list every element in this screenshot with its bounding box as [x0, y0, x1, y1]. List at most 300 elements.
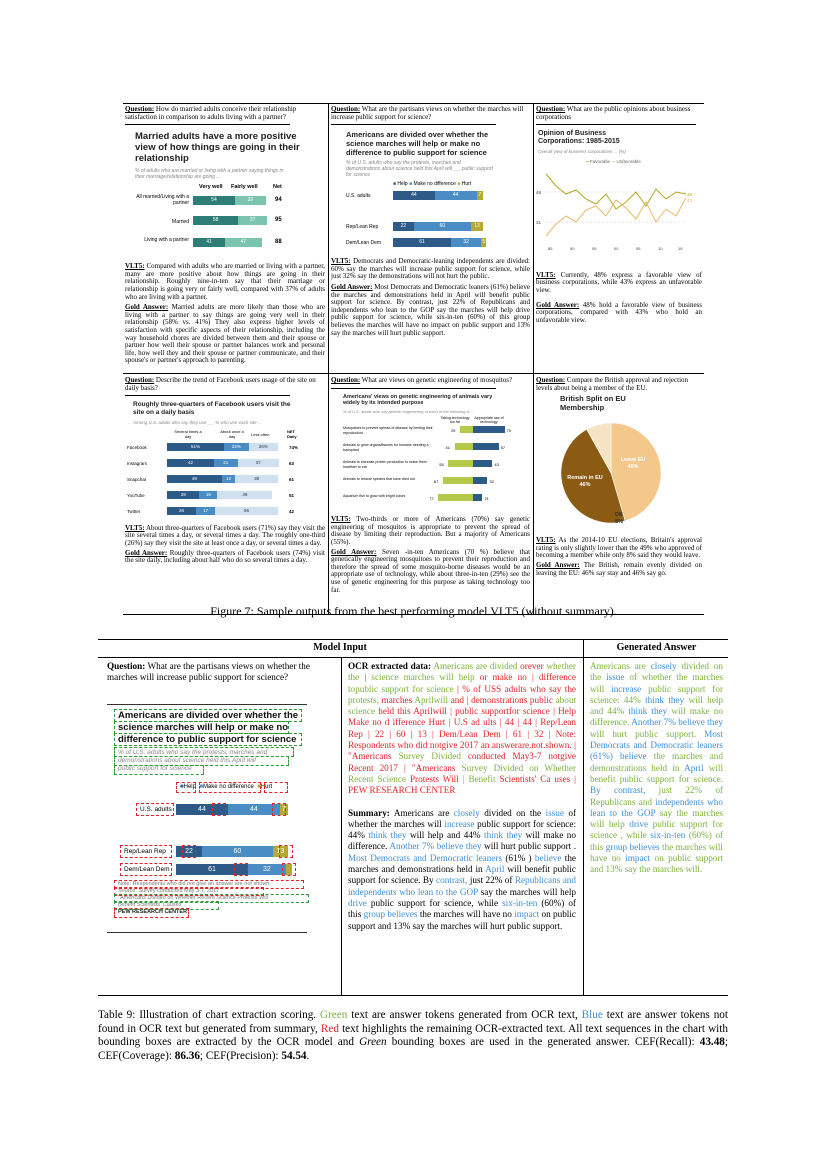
chart-title: British Split on EU Membership: [560, 394, 626, 412]
bar-no-difference: 60: [202, 846, 273, 857]
token-green: protests,: [348, 694, 382, 705]
token-blue: group believes: [605, 841, 663, 852]
table9-generated-answer: [590, 661, 723, 876]
legend: ■ Help ■ Make no difference ■ Hurt: [393, 181, 472, 188]
net-value: 88: [275, 239, 282, 246]
x-tick: 05: [636, 245, 641, 251]
col-header: Net: [273, 184, 282, 191]
token-green: whether the: [348, 661, 576, 683]
mini-sub-line: % of U.S. adults who say the protests, marches and: [118, 749, 268, 756]
vlt5-answer: [331, 258, 530, 281]
col-header: NET Daily: [287, 428, 297, 439]
vlt5-label: VLT5:: [125, 523, 145, 532]
fig7-cell-facebook: [125, 377, 325, 611]
chart-subtitle: Overall view of business corporations ... (%): [538, 149, 626, 155]
net-value: 61: [289, 476, 295, 482]
gold-answer: [125, 550, 325, 565]
row-label: Facebook: [127, 444, 147, 450]
row-label: Rep/Lean Rep: [346, 224, 379, 231]
token-red: or make no | difference: [479, 672, 576, 683]
token-plain: of whether the marches will: [348, 807, 576, 829]
token-blue: six-in-ten: [502, 897, 542, 908]
row-label: Snapchat: [127, 476, 147, 482]
token-blue: six-in-ten: [650, 830, 689, 841]
row-label: Rep/Lean Rep: [124, 848, 166, 855]
token-blue: By contrast,: [590, 785, 659, 796]
token-blue: think they: [645, 694, 689, 705]
token-green: divided on the: [590, 661, 723, 683]
token-green: Americans are divided: [433, 661, 521, 671]
slice-value-leave: 45%: [627, 464, 639, 471]
col-header: Fairly well: [231, 184, 258, 191]
table9-head-input: Model Input: [313, 642, 367, 653]
question-label: Question:: [107, 661, 146, 671]
token-red: held this Aprilwill | public supportfor science | Help Make no d ifference Hurt | U.S ad ults | 44 | 44 | Rep/Lean Rep | 22 | 60 | 13 | Dem/Lean Dem | 61 | 32 | Note: Respondents who did notgive 2017 an answerare.not.shown. | "Americans: [348, 706, 576, 762]
ocr-box-red: [212, 803, 226, 816]
end-label-unfavorable: 43: [687, 197, 693, 203]
token-green: science marches will help: [371, 672, 480, 683]
token-blue: impact: [514, 909, 542, 920]
vlt5-label: VLT5:: [331, 257, 351, 266]
question-text: What are the public opinions about business corporations: [536, 106, 691, 121]
footer-line: Note: Respondents who did not give an answer are not shown.: [118, 881, 271, 887]
mini-title-line: science marches will help or make no: [118, 722, 289, 733]
token-blue: April: [485, 864, 508, 875]
figure7-caption: Figure 7: Sample outputs from the best performing model VLT5 (without summary).: [210, 604, 617, 618]
bar-segment: 16: [199, 491, 217, 499]
gold-answer: [536, 562, 702, 577]
y-tick: 31: [536, 219, 542, 225]
token-blue: increase: [611, 683, 649, 694]
row-label: Animals to restore species that have died out: [343, 477, 415, 482]
chart-title: Opinion of Business Corporations: 1985-2015: [538, 130, 620, 146]
value-too-far: 77: [429, 496, 434, 502]
question-label: Question:: [125, 377, 155, 384]
legend-hurt: Hurt: [461, 181, 472, 188]
table9-head-rule: [98, 657, 728, 658]
value-appropriate: 57: [500, 445, 506, 451]
net-value: 94: [275, 197, 282, 204]
question-text: What are the partisans views on whether the marches will increase public support for science?: [331, 106, 524, 121]
bar-no-difference: 44: [435, 191, 477, 200]
token-green: about science: [348, 694, 576, 717]
row-label: All married/Living with a partner: [136, 194, 189, 207]
row-label: YouTube: [127, 492, 145, 498]
bar-too-far: [455, 443, 473, 450]
token-red: Protests Will: [409, 773, 463, 784]
chart-subtitle: % of U.S. adults who say genetic engineering of each of the following is ...: [343, 408, 474, 414]
table9-col-divider: [583, 639, 584, 995]
ocr-box-red: [282, 863, 296, 876]
gold-text: Roughly three-quarters of Facebook users (74%) visit the site daily, including about half who do so several times a day.: [125, 548, 325, 565]
gold-label: Gold Answer:: [536, 300, 580, 309]
bar-fairly-well: 39: [235, 196, 265, 205]
question-text: What are views on genetic engineering of mosquitos?: [361, 377, 513, 384]
col-divider: [328, 104, 329, 614]
gold-text: Married adults are more likely than those who are living with a partner to say things are going very well in their relationship (58% vs. 41%) They also express higher levels of satisfaction with specific aspects of their relationship, including the way household chores are divided between them and their spouse or partner how well their spouse or partner balances work and personal life, how well they and their spouse or partner communicate, and their spouse's or partner's approach to parenting.: [125, 303, 325, 365]
token-blue: Another 7% believe they: [389, 841, 485, 852]
question-text: Compare the British approval and rejection levels about being a member of the EU.: [536, 377, 689, 392]
token-plain: the marches will have no: [419, 909, 515, 920]
genetic-chart: [331, 416, 530, 514]
row-label: Married: [172, 219, 189, 226]
token-plain: will make no difference.: [348, 830, 576, 852]
token-blue: Most Democrats and Democratic leaners (61%) believe: [590, 728, 723, 762]
bar-appropriate: [473, 494, 482, 501]
bar-hurt: 13: [471, 222, 483, 231]
ocr-box-red: [120, 863, 172, 876]
token-blue: contrast,: [436, 875, 470, 886]
gold-text: 48% hold a favorable view of business corporations, compared with 43% who hold an unfavorable view.: [536, 300, 702, 324]
bar-very-well: 58: [193, 216, 238, 225]
gold-answer: [331, 549, 530, 595]
question: [331, 106, 530, 121]
row-label: Dem/Lean Dem: [124, 866, 170, 873]
vlt5-answer: [536, 272, 702, 295]
row-label: Dem/Lean Dem: [346, 240, 382, 247]
summary-label: Summary:: [348, 807, 390, 818]
question: [536, 106, 702, 121]
mini-title-line: difference to public support for science: [118, 734, 297, 745]
vlt5-answer: [125, 525, 325, 548]
gold-answer: [125, 304, 325, 365]
vlt5-answer: [331, 516, 530, 546]
token-green: Survey Divided on Whether Recent Science: [348, 762, 576, 784]
table9-col-divider: [341, 657, 342, 995]
mini-title-line: Americans are divided over whether the: [118, 710, 299, 721]
vlt5-text: About three-quarters of Facebook users (71%) say they visit the site several times a day, or several times a day. The roughly one-third (26%) say they visit the site at least once a day, or several times a day.: [125, 523, 325, 547]
question-label: Question:: [536, 106, 566, 113]
mini-legend: ■Help ■Make no difference ■Hurt: [180, 784, 273, 790]
bar-too-far: [448, 460, 473, 467]
question: [125, 377, 325, 392]
gold-label: Gold Answer:: [331, 282, 373, 291]
question-label: Question:: [331, 377, 361, 384]
caption-main: Table 9: Illustration of chart extraction scoring. Green text are answer tokens generated from OCR text, Blue text are answer tokens not found in OCR text but generated from summary, Red text highlights the remaining OCR-extracted text. All text sequences in the chart with bounding boxes are extracted by the OCR model and Green bounding boxes are used in the generated answer. CEF(Recall):: [98, 1009, 728, 1049]
table9-ocr-summary: [348, 661, 576, 932]
bar-no-difference: 44: [228, 804, 280, 815]
science-chart: [331, 181, 530, 253]
bar-appropriate: [473, 443, 499, 450]
token-blue: think they: [484, 830, 526, 841]
chart-title: Americans' views on genetic engineering of animals vary widely by its intended purpose: [343, 393, 493, 407]
token-blue: issue: [606, 672, 630, 683]
legend: ━ Favorable ━ Unfavorable: [586, 158, 641, 164]
vlt5-label: VLT5:: [536, 270, 556, 279]
token-red: orever: [520, 661, 547, 671]
bar-help: 44: [176, 804, 228, 815]
bar-help: 61: [393, 238, 451, 247]
token-red: | % of USS adults who say the: [457, 683, 576, 694]
token-red: Scientists' Ca uses | PEW RESEARCH CENTER: [348, 773, 576, 796]
x-tick: 90: [570, 245, 575, 251]
bar-very-well: 54: [193, 196, 235, 205]
question-text: What are the partisans views on whether the marches will increase public support for science?: [107, 661, 310, 682]
token-green: just 22% of Republicans and: [590, 785, 723, 807]
token-green: of whether the marches will: [590, 672, 724, 694]
y-tick: 48: [536, 189, 542, 195]
ocr-box-red: [264, 782, 288, 793]
value-too-far: 41: [445, 445, 450, 451]
footer-line: "Americans Divided on Whether Recent Science Protests Will: [118, 895, 268, 901]
token-red: |: [364, 672, 372, 683]
token-green: will help and 44%: [590, 694, 723, 717]
question-label: Question:: [536, 377, 566, 384]
ocr-text: [348, 661, 576, 795]
business-line-svg: [536, 164, 696, 254]
figure7-grid: [123, 103, 704, 613]
bar-segment: 38: [235, 475, 278, 483]
bar-segment: 17: [196, 507, 215, 515]
question-text: How do married adults conceive their relationship satisfaction in comparison to adults living with a partner?: [125, 106, 297, 121]
bar-no-difference: 32: [451, 238, 481, 247]
token-green: the marches and demonstrations held in: [590, 751, 723, 773]
legend-help: Help: [183, 784, 196, 790]
mini-sub-line: public support for science: [118, 765, 192, 772]
legend-favorable: Favorable: [589, 158, 610, 164]
gold-label: Gold Answer:: [125, 548, 168, 557]
gold-label: Gold Answer:: [536, 560, 580, 569]
question: [125, 106, 325, 121]
chart-subtitle: % of U.S. adults who say the protests, marches and demonstrations about science held this April will___ public support for science: [346, 160, 493, 179]
gold-label: Gold Answer:: [125, 303, 169, 312]
table9-caption: Table 9: Illustration of chart extraction scoring. Green text are answer tokens generated from OCR text, Blue text are answer tokens not found in OCR text but generated from summary, Red text highlights the remaining OCR-extracted text. All text sequences in the chart with bounding boxes are extracted by the OCR model and Green bounding boxes are used in the generated answer. CEF(Recall): 43.48; CEF(Coverage): 86.36; CEF(Precision): 54.54.: [98, 1009, 728, 1062]
slice-label-dk: DK: [615, 512, 623, 519]
token-plain: public support for science, while: [370, 897, 503, 908]
token-green: say the marches will help: [590, 807, 723, 830]
value-appropriate: 43: [494, 462, 499, 468]
token-blue: issue: [545, 807, 569, 818]
net-value: 63: [289, 460, 295, 466]
question-text: Describe the trend of Facebook users usage of the site on daily basis?: [125, 377, 316, 392]
token-plain: Americans are: [393, 807, 454, 818]
slice-value-dk: 8%: [615, 519, 623, 526]
net-value: 51: [289, 492, 295, 498]
gold-answer: [536, 302, 702, 325]
end-label-favorable: 48: [687, 191, 693, 197]
summary-block: [348, 808, 576, 932]
bar-segment: 26%: [249, 443, 278, 451]
bar-help: 61: [176, 864, 248, 875]
row-label: Aquarium fish to glow with bright colors: [343, 494, 406, 499]
vlt5-label: VLT5:: [125, 262, 145, 271]
token-green: will make no difference.: [590, 706, 723, 728]
fig7-cell-genetic: [331, 377, 530, 611]
bar-appropriate: [473, 460, 492, 467]
token-plain: public support for science: 44%: [348, 818, 577, 841]
token-green: public support for science: 44%: [590, 683, 723, 705]
token-blue: increase: [444, 818, 478, 829]
token-plain: on public support and 13% say the marches will hurt public support.: [348, 909, 576, 931]
bar-no-difference: 32: [248, 864, 286, 875]
bar-segment: 26: [167, 507, 196, 515]
metric-precision: 54.54: [281, 1049, 307, 1062]
gold-text: The British, remain evenly divided on leaving the EU: 46% say stay and 46% say go.: [536, 560, 702, 577]
row-label: Living with a partner: [144, 237, 189, 244]
vlt5-answer: [536, 537, 702, 560]
chart-subtitle: Among U.S. adults who say they use __, % who use each site ...: [133, 420, 262, 426]
col-header: Appropriate use of technology: [474, 416, 504, 425]
col-header: Several times a day: [174, 428, 202, 439]
gold-text: Most Democrats and Democratic leaners (61%) believe the marches and demonstrations held in April will benefit public support for science. By contrast, just 22% of Republicans and independents who lean to the GOP say the marches will help drive public support for science, while six-in-ten (60%) of this group believes the marches will have no impact on public support and 13% say the marches will hurt public support.: [331, 282, 530, 337]
bar-segment: 37: [238, 459, 279, 467]
question-label: Question:: [331, 106, 361, 113]
married-chart: [125, 184, 325, 259]
legend-hurt: Hurt: [260, 784, 273, 790]
mini-sub-line: demonstrations about science held this April will: [118, 757, 256, 764]
row-label: Instagram: [127, 460, 148, 466]
footer-line: Source: Survey conducted May 3-7, 2017: [118, 888, 220, 894]
bar-too-far: [460, 426, 473, 433]
bar-segment: 42: [167, 459, 214, 467]
ocr-box-red: [199, 782, 261, 793]
x-tick: 95: [592, 245, 597, 251]
value-appropriate: 32: [489, 479, 494, 485]
summary-text: [348, 808, 576, 931]
unfavorable-line: [546, 198, 686, 236]
bar-segment: 49: [217, 491, 272, 499]
row-label: Animals to grow organs/tissues for humans needing a transplant: [343, 443, 429, 452]
footer-line: PEW RESEARCH CENTER: [118, 909, 188, 915]
legend-unfavorable: Unfavorable: [616, 158, 641, 164]
token-green: on public support and 13% say the marches will.: [590, 853, 724, 875]
token-blue: independents who lean to the GOP: [590, 796, 723, 818]
token-blue: group believes: [363, 909, 420, 920]
vlt5-text: Currently, 48% express a favorable view of business corporations, while 43% express an unfavorable view.: [536, 270, 702, 294]
chart-title: Married adults have a more positive view of how things are going in their relationship: [135, 131, 300, 165]
token-blue: believe: [534, 852, 565, 863]
metric-coverage: 86.36: [174, 1049, 200, 1062]
bar-hurt: 7: [280, 804, 288, 815]
vlt5-text: Two-thirds or more of Americans (70%) say genetic engineering of mosquitos is appropriate to prevent the spread of disease by limiting their reproduction. But a majority of Americans (55%).: [331, 515, 530, 546]
bar-segment: 51%: [167, 443, 224, 451]
ocr-box-red: [234, 863, 248, 876]
token-plain: (61% ): [505, 852, 535, 863]
col-header: Very well: [199, 184, 223, 191]
bar-hurt: 13: [273, 846, 288, 857]
token-plain: will benefit public support for science. By: [348, 864, 576, 886]
value-too-far: 67: [433, 479, 439, 485]
fig7-cell-eu: [536, 377, 702, 611]
gold-answer: [331, 284, 530, 337]
ocr-block: [348, 661, 576, 797]
bar-hurt: 5: [482, 239, 486, 246]
fig7-cell-married: [125, 106, 325, 368]
eu-pie-chart: [536, 414, 702, 534]
legend-no-diff: Make no difference: [202, 784, 254, 790]
favorable-line: [546, 174, 686, 209]
bar-help: 22: [176, 846, 202, 857]
legend-no-diff: Make no difference: [413, 181, 456, 188]
token-plain: say the marches will help: [480, 886, 576, 897]
x-tick: 85: [548, 245, 553, 251]
ocr-box-red: [279, 845, 293, 858]
col-header: Less often: [251, 431, 270, 437]
slice-label-leave: Leave EU: [620, 457, 646, 464]
facebook-chart: [125, 429, 325, 521]
col-divider: [533, 104, 534, 614]
token-green: public support for science , while: [590, 819, 723, 841]
question-label: Question:: [125, 106, 155, 113]
table9-mini-chart: [104, 700, 336, 945]
bar-fairly-well: 37: [238, 216, 267, 225]
token-plain: will help and 44%: [409, 830, 485, 841]
token-red: and | demonstrations public: [450, 694, 556, 705]
fig7-cell-business: [536, 106, 702, 368]
token-blue: closely: [650, 661, 682, 671]
bar-hurt: 7: [478, 192, 482, 199]
chart-title: Roughly three-quarters of Facebook users visit the site on a daily basis: [133, 401, 291, 417]
row-label: Animals to increase protein production to make them healthier to eat: [343, 460, 427, 469]
net-value: 42: [289, 508, 295, 514]
row-label: Mosquitoes to prevent spread of disease by limiting their reproduction: [343, 426, 433, 435]
vlt5-answer: [125, 263, 325, 301]
row-label: Twitter: [127, 508, 141, 514]
question: [331, 377, 530, 385]
table9-top-rule: [98, 639, 728, 640]
token-plain: the marches and demonstrations held in: [348, 852, 576, 875]
bar-appropriate: [473, 477, 487, 484]
row-divider: [123, 373, 704, 374]
chart-title: Americans are divided over whether the science marches will help or make no difference to public support for science: [346, 130, 489, 158]
token-green: topublic support for science: [348, 683, 457, 694]
x-tick: 10: [658, 245, 663, 251]
bar-help: 44: [393, 191, 435, 200]
token-blue: Republicans and independents who lean to the GOP: [348, 875, 576, 897]
ocr-label: OCR extracted data:: [348, 661, 432, 671]
value-appropriate: 21: [484, 496, 489, 502]
x-tick: 00: [614, 245, 619, 251]
x-tick: 15: [678, 245, 683, 251]
bar-fairly-well: 47: [225, 238, 262, 247]
token-blue: think they: [368, 830, 410, 841]
bar-segment: 22%: [224, 443, 249, 451]
slice-label-remain: Remain in EU: [567, 475, 603, 482]
answer-text: [590, 661, 723, 874]
token-plain: divided on the: [484, 807, 546, 818]
token-green: will benefit public support for science.: [590, 762, 723, 784]
bar-segment: 49: [167, 475, 222, 483]
table9-bottom-rule: [98, 995, 728, 996]
ocr-box-green: [114, 733, 302, 746]
token-red: marches: [381, 694, 415, 705]
bar-appropriate: [473, 426, 505, 433]
net-value: 95: [275, 217, 282, 224]
vlt5-label: VLT5:: [331, 515, 351, 524]
value-too-far: 29: [450, 428, 456, 434]
vlt5-text: Compared with adults who are married or living with a partner, many are more positive about how things are going in their relationship. Roughly nine-in-ten say that their marriage or relationship is going very or fairly well, compared with 37% of adults who are living with a partner.: [125, 262, 325, 301]
token-green: the marches will have no: [590, 841, 723, 864]
bar-very-well: 41: [193, 238, 225, 247]
token-green: (60%) of this: [590, 830, 723, 852]
gold-text: Seven -in-ten Americans (70 %) believe that genetically engineering mosquitoes to prevent their reproduction and therefore the spread of some mosquito-borne diseases would be an appropriate use of technology, while about three-in-ten (29%) see the use of genetic engineering for this purpose as taking technology too far.: [331, 547, 530, 594]
token-blue: drive: [629, 819, 653, 830]
bar-help: 22: [393, 222, 414, 231]
vlt5-label: VLT5:: [536, 536, 556, 545]
token-blue: drive: [348, 897, 371, 908]
row-label: U.S. adults: [140, 806, 172, 813]
vlt5-text: As the 2014-10 EU elections, Britain's approval rating is only slightly lower than the 49% who approved of becoming a member while only 8% said they would leave.: [536, 536, 702, 560]
col-header: About once a day: [220, 428, 244, 439]
table9-head-answer: Generated Answer: [616, 642, 697, 653]
gold-label: Gold Answer:: [331, 547, 377, 556]
table9-question: [107, 661, 335, 683]
eu-pie-svg: [556, 414, 666, 532]
token-green: Americans are: [590, 661, 651, 671]
token-green: | Benefit: [462, 773, 500, 784]
business-chart: [536, 158, 702, 258]
token-green: will hurt public support.: [590, 728, 705, 739]
